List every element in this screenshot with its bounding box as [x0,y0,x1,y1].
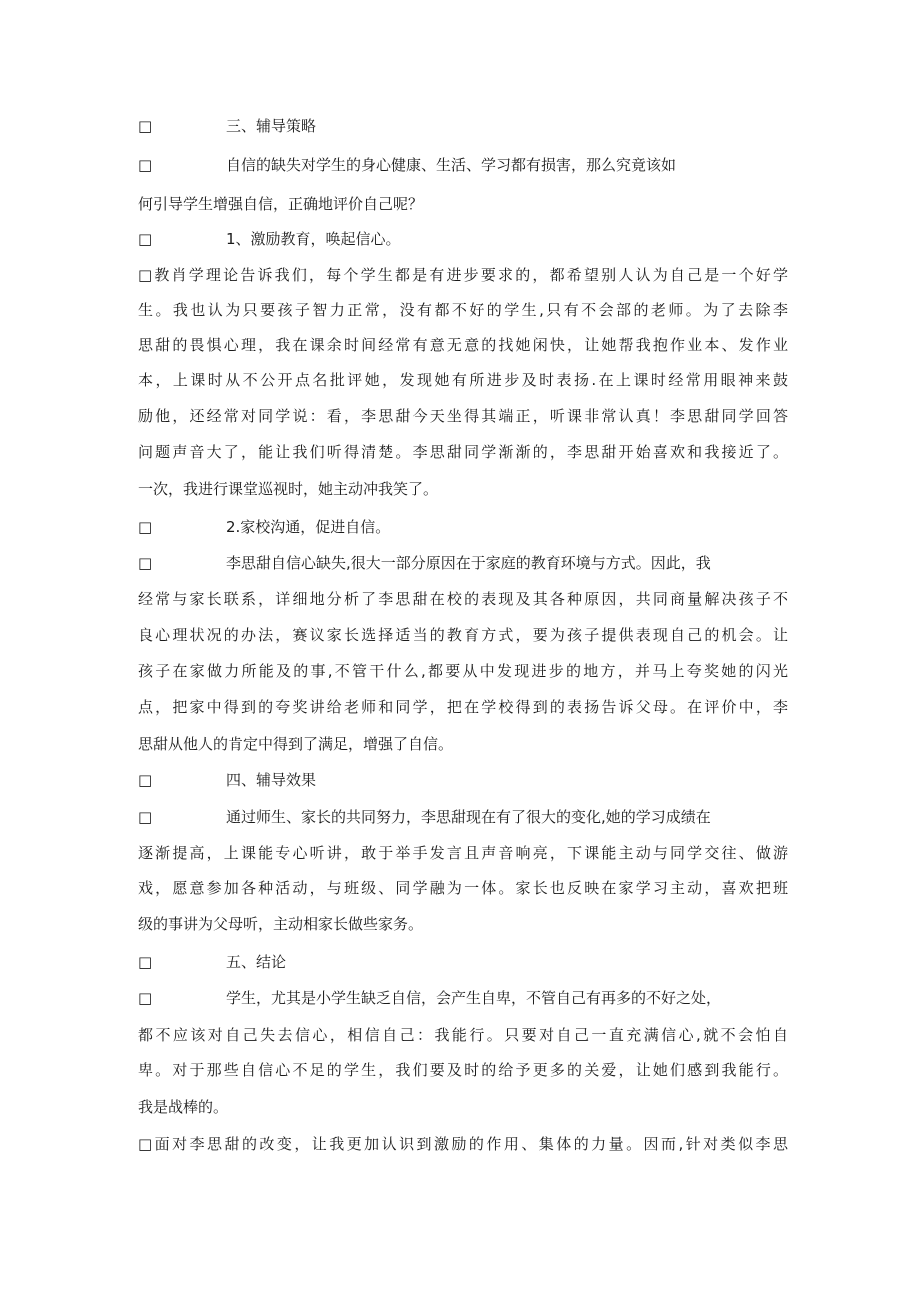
paragraph-line [138,585,788,613]
bullet-box-icon: □ [138,808,153,826]
bullet-box-icon: □ [138,1135,153,1153]
line-text: 思甜的畏惧心理，我在课余时间经常有意无意的找她闲快，让她帮我抱作业本、发作业 [138,336,788,354]
line-text: 面对李思甜的改变，让我更加认识到激励的作用、集体的力量。因而,针对类似李思 [152,1135,788,1153]
paragraph-line [138,475,788,503]
paragraph-line [138,261,788,289]
line-text: 卑。对于那些自信心不足的学生，我们要及时的给予更多的关爱，让她们感到我能行。 [138,1061,788,1079]
paragraph-line [138,693,788,721]
bullet-box-icon: □ [138,989,153,1007]
bullet-box-icon: □ [138,771,153,789]
line-text: 教肖学理论告诉我们，每个学生都是有进步要求的，都希望别人认为自己是一个好学 [152,266,788,284]
paragraph-line [138,366,788,394]
paragraph-line [138,910,788,938]
heading-conclusion [138,948,788,976]
line-text: 生。我也认为只要孩子智力正常，没有都不好的学生,只有不会部的老师。为了去除李 [138,301,788,319]
line-text: 通过师生、家长的共同努力，李思甜现在有了很大的变化,她的学习成绩在 [226,808,711,826]
bullet-box-icon: □ [138,266,153,284]
paragraph-line [138,190,788,218]
line-text: 四、辅导效果 [226,771,317,789]
heading-strategy [138,112,788,140]
line-text: 点，把家中得到的夸奖讲给老师和同学，把在学校得到的表扬告诉父母。在评价中，李 [138,698,788,716]
line-text: 2.家校沟通，促进自信。 [226,518,391,536]
line-text: 经常与家长联系，详细地分析了李思甜在校的表现及其各种原因，共同商量解决孩子不 [138,590,788,608]
bullet-box-icon: □ [138,117,153,135]
line-text: 都不应该对自己失去信心，相信自己：我能行。只要对自己一直充满信心,就不会怕自 [138,1026,788,1044]
bullet-box-icon: □ [138,554,153,572]
line-text: 逐渐提高，上课能专心听讲，敢于举手发言且声音响亮，下课能主动与同学交往、做游 [138,844,788,862]
subheading-home-school [138,513,788,541]
paragraph-line [138,1056,788,1084]
line-text: 孩子在家做力所能及的事,不管干什么,都要从中发现进步的地方，并马上夸奖她的闪光 [138,662,788,680]
line-text: 级的事讲为父母听，主动相家长做些家务。 [138,915,424,933]
paragraph-line [138,803,788,831]
line-text: 学生，尤其是小学生缺乏自信，会产生自卑，不管自己有再多的不好之处， [226,989,722,1007]
line-text: 我是战棒的。 [138,1098,229,1116]
paragraph-line [138,1093,788,1121]
line-text: 励他，还经常对同学说：看，李思甜今天坐得其端正，听课非常认真！李思甜同学回答 [138,407,788,425]
paragraph-line [138,1130,788,1158]
line-text: 本，上课时从不公开点名批评她，发现她有所进步及时表扬.在上课时经常用眼神来鼓 [138,371,788,389]
line-text: 问题声音大了，能让我们听得清楚。李思甜同学渐渐的，李思甜开始喜欢和我接近了。 [138,443,788,461]
line-text: 思甜从他人的肯定中得到了满足，增强了自信。 [138,735,454,753]
paragraph-line [138,402,788,430]
paragraph-line [138,984,788,1012]
bullet-box-icon: □ [138,953,153,971]
line-text: 五、结论 [226,953,287,971]
line-text: 自信的缺失对学生的身心健康、生活、学习都有损害，那么究竟该如 [226,156,677,174]
line-text: 李思甜自信心缺失,很大一部分原因在于家庭的教育环境与方式。因此，我 [226,554,711,572]
line-text: 1、激励教育，唤起信心。 [226,230,401,248]
line-text: 三、辅导策略 [226,117,317,135]
heading-effect [138,766,788,794]
line-text: 一次，我进行课堂巡视时，她主动冲我笑了。 [138,480,439,498]
line-text: 戏，愿意参加各种活动，与班级、同学融为一体。家长也反映在家学习主动，喜欢把班 [138,879,788,897]
paragraph-line [138,657,788,685]
paragraph-line [138,730,788,758]
paragraph-line [138,549,788,577]
bullet-box-icon: □ [138,230,153,248]
paragraph-line [138,839,788,867]
paragraph-line [138,151,788,179]
bullet-box-icon: □ [138,156,153,174]
line-text: 何引导学生增强自信，正确地评价自己呢？ [138,195,424,213]
paragraph-line [138,331,788,359]
paragraph-line [138,438,788,466]
paragraph-line [138,1021,788,1049]
subheading-encourage [138,225,788,253]
paragraph-line [138,296,788,324]
bullet-box-icon: □ [138,518,153,536]
line-text: 良心理状况的办法，赛议家长选择适当的教育方式，要为孩子提供表现自己的机会。让 [138,626,788,644]
paragraph-line [138,874,788,902]
paragraph-line [138,621,788,649]
